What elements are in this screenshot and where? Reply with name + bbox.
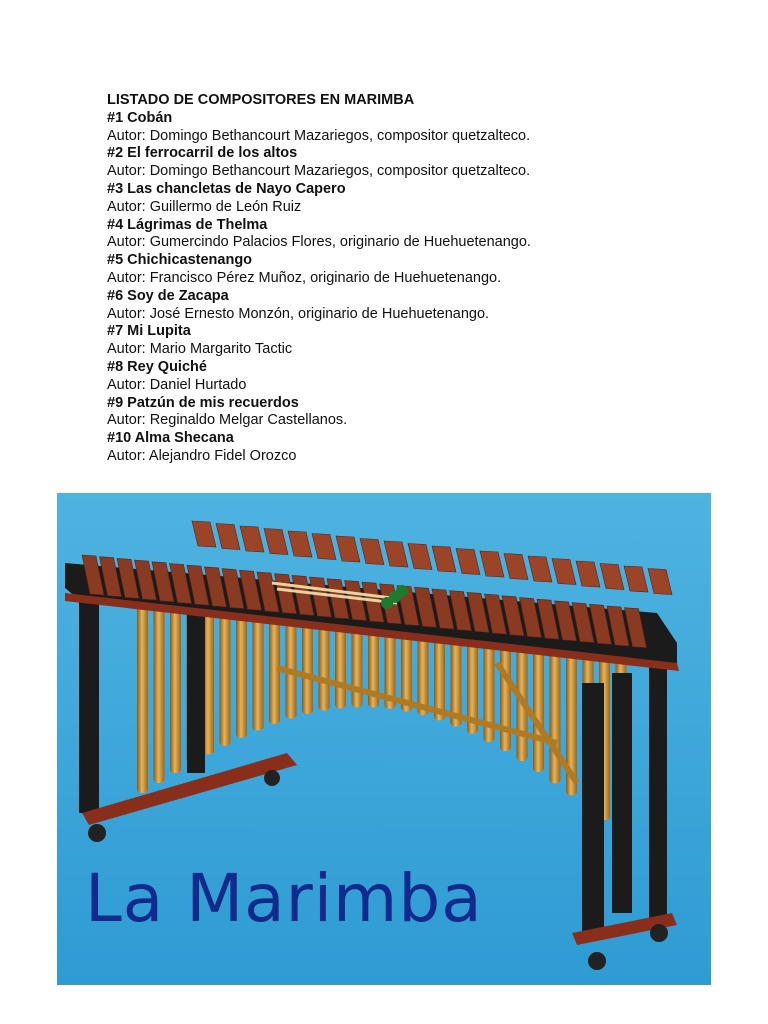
- right-leg: [582, 683, 604, 933]
- entry-6-author: Autor: José Ernesto Monzón, originario de Huehuetenango.: [107, 305, 490, 322]
- entry-2-title: #2 El ferrocarril de los altos: [107, 145, 298, 162]
- resonator-tube: [302, 621, 313, 714]
- entry-5-title: #5 Chichicastenango: [107, 252, 253, 269]
- entry-8-author: Autor: Daniel Hurtado: [107, 376, 247, 393]
- resonator-tube: [253, 616, 264, 731]
- entry-1-title: #1 Cobán: [107, 109, 173, 126]
- resonator-tube: [500, 643, 511, 752]
- entry-10-author: Autor: Alejandro Fidel Orozco: [107, 447, 297, 464]
- entry-4-title: #4 Lágrimas de Thelma: [107, 216, 268, 233]
- entry-2-author: Autor: Domingo Bethancourt Mazariegos, compositor quetzalteco.: [107, 163, 531, 180]
- resonator-tube: [236, 614, 247, 738]
- resonator-tube: [533, 646, 544, 772]
- resonator-tube: [352, 626, 363, 707]
- left-rear-leg: [187, 613, 205, 773]
- resonator-tube: [319, 623, 330, 711]
- entry-3-author: Autor: Guillermo de León Ruiz: [107, 198, 302, 215]
- entry-9-author: Autor: Reginaldo Melgar Castellanos.: [107, 412, 348, 429]
- resonator-tube: [550, 648, 561, 783]
- resonator-tube: [220, 612, 231, 746]
- list-heading: LISTADO DE COMPOSITORES EN MARIMBA: [107, 92, 415, 108]
- entry-8-title: #8 Rey Quiché: [107, 358, 207, 375]
- entry-4-author: Autor: Gumercindo Palacios Flores, originario de Huehuetenango.: [107, 234, 531, 251]
- entry-3-title: #3 Las chancletas de Nayo Capero: [107, 180, 346, 197]
- left-leg: [79, 588, 99, 813]
- composer-list: [107, 92, 707, 466]
- entry-1-author: Autor: Domingo Bethancourt Mazariegos, compositor quetzalteco.: [107, 127, 531, 144]
- resonator-tube: [154, 605, 165, 783]
- entry-7-author: Autor: Mario Margarito Tactic: [107, 341, 293, 358]
- entry-6-title: #6 Soy de Zacapa: [107, 287, 229, 304]
- resonator-tube: [137, 603, 148, 793]
- entry-7-title: #7 Mi Lupita: [107, 323, 191, 340]
- entry-5-author: Autor: Francisco Pérez Muñoz, originario de Huehuetenango.: [107, 269, 502, 286]
- entry-9-title: #9 Patzún de mis recuerdos: [107, 394, 299, 411]
- entry-10-title: #10 Alma Shecana: [107, 430, 234, 447]
- resonator-tube: [170, 607, 181, 774]
- caption-la-marimba: La Marimba: [85, 860, 483, 937]
- resonator-tube: [335, 625, 346, 709]
